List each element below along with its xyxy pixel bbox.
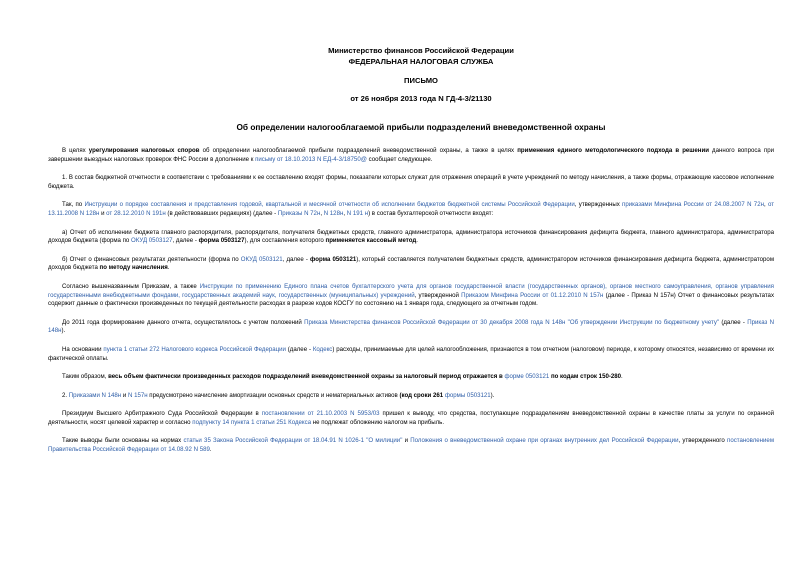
paragraph-text: ) в состав бухгалтерской отчетности входят: [368, 209, 494, 217]
paragraph-text: , далее - [172, 237, 199, 245]
document-link[interactable]: N 191 н [346, 209, 369, 217]
document-link[interactable]: от 28.12.2010 N 191н [106, 209, 166, 217]
paragraph-text: 1. В состав бюджетной отчетности в соответствии с требованиями к ее составлению входят формы, показатели которых служат для отражения операций в учете учреждений по методу начисления, а также формы, отражающие кассовое исполнение бюджета. [48, 174, 774, 190]
document-link[interactable]: постановлении от 21.10.2003 N 5953/03 [261, 410, 380, 418]
document-link[interactable]: Приказ N 148н [48, 318, 774, 335]
document-link[interactable]: приказами Минфина России от 24.08.2007 N 72н [622, 201, 764, 209]
document-body [48, 147, 774, 455]
document-paragraph [48, 201, 774, 218]
paragraph-text: (далее - [285, 345, 313, 353]
paragraph-text: и [121, 391, 128, 399]
paragraph-text: . [167, 264, 170, 272]
document-link[interactable]: N 128н [323, 209, 344, 217]
document-paragraph [48, 392, 774, 401]
document-link[interactable]: письму от 18.10.2013 N ЕД-4-3/18750@ [255, 155, 367, 163]
bold-text: применения единого методологического подхода в решении [517, 147, 709, 154]
document-link[interactable]: статьи 35 Закона Российской Федерации от 18.04.91 N 1026-1 "О милиции" [183, 437, 403, 445]
document-paragraph [48, 410, 774, 427]
paragraph-text: ) расходы, принимаемые для целей налогообложения, признаются в том отчетном (налоговом) периоде, к которому относятся, независимо от времени их фактической оплаты. [48, 345, 774, 362]
paragraph-text: ), для составления которого [244, 237, 326, 245]
bold-text: форма 0503121 [310, 255, 357, 263]
bold-text: форма 0503127 [198, 237, 245, 245]
paragraph-text: Президиум Высшего Арбитражного Суда Российской Федерации в [62, 410, 262, 418]
document-paragraph [48, 319, 774, 336]
paragraph-text: и [402, 437, 411, 445]
bold-text: весь объем фактически произведенных расходов подразделений вневедомственной охраны за налоговый период отражается в [108, 373, 503, 381]
document-type-heading: ПИСЬМО [404, 76, 438, 85]
bold-text: применяется кассовый метод [325, 237, 417, 245]
document-link[interactable]: N 157н [127, 391, 148, 399]
paragraph-text: Так, по [62, 201, 85, 209]
document-link[interactable]: от 13.11.2008 N 128н [48, 201, 774, 217]
document-paragraph [48, 256, 774, 273]
paragraph-text: , далее - [282, 255, 310, 263]
document-link[interactable]: ОКУД 0503121 [240, 255, 283, 263]
document-paragraph [48, 147, 774, 164]
paragraph-text: не подлежат обложению налогом на прибыль. [311, 418, 445, 426]
document-link[interactable]: Инструкции о порядке составления и представления годовой, квартальной и месячной отчетности об исполнении бюджетов бюджетной системы Российской Федерации [84, 201, 575, 209]
paragraph-text: , [320, 209, 324, 217]
paragraph-text: об определении налогооблагаемой прибыли подразделений вневедомственной охраны, а также в целях [199, 147, 518, 154]
document-link[interactable]: подпункту 14 пункта 1 статьи 251 Кодекса [192, 418, 312, 426]
paragraph-text: ). [61, 327, 66, 335]
bold-text: по кодам строк 150-280 [550, 373, 622, 381]
paragraph-text: ). [490, 391, 495, 399]
paragraph-text: , [343, 209, 347, 217]
paragraph-text: . [621, 373, 623, 381]
paragraph-text: До 2011 года формирование данного отчета, осуществлялось с учетом положений [62, 318, 305, 326]
paragraph-text: а) Отчет об исполнении бюджета главного распорядителя, распорядителя, получателя бюджетных средств, главного администратора, администратора источников финансирования дефицита бюджета, главного администратора, администратора доходов бюджета (форма по [48, 228, 774, 245]
document-paragraph [48, 283, 774, 309]
paragraph-text: б) Отчет о финансовых результатах деятельности (форма по [62, 255, 241, 263]
paragraph-text: , [763, 201, 768, 209]
document-link[interactable]: Приказы N 72н [277, 209, 321, 217]
ministry-heading: Министерство финансов Российской Федерации [328, 46, 514, 55]
paragraph-text: (далее - [719, 318, 748, 326]
paragraph-text: На основании [62, 345, 104, 353]
paragraph-text: В целях [62, 147, 89, 154]
paragraph-text: , утвержденной [414, 291, 462, 299]
document-paragraph [48, 373, 774, 382]
document-paragraph [48, 346, 774, 363]
document-paragraph [48, 229, 774, 246]
bold-text: по методу начисления [99, 264, 168, 272]
service-heading: ФЕДЕРАЛЬНАЯ НАЛОГОВАЯ СЛУЖБА [348, 56, 494, 66]
paragraph-text: и [99, 209, 107, 217]
document-link[interactable]: Приказа Министерства финансов Российской Федерации от 30 декабря 2008 года N 148н "Об утверждении Инструкции по бюджетному учету" [304, 318, 720, 326]
document-link[interactable]: пункта 1 статьи 272 Налогового кодекса Российской Федерации [103, 345, 286, 353]
document-link[interactable]: Инструкции по применению Единого плана счетов бухгалтерского учета для органов государственной власти (государственных органов), органов местного самоуправления, органов управления государственными внебюджетными фондами, государственных академий наук, государственных (муниципальных) учреждений [48, 282, 774, 299]
document-paragraph [48, 174, 774, 191]
bold-text: урегулирования налоговых споров [88, 147, 200, 154]
document-link[interactable]: постановлением Правительства Российской Федерации от 14.08.92 N 589 [48, 437, 775, 454]
paragraph-text: пришел к выводу, что средства, поступающие подразделениям вневедомственной охраны в качестве платы за услуги по охранной деятельности, носят целевой характер и согласно [48, 410, 774, 426]
document-title: Об определении налогооблагаемой прибыли подразделений вневедомственной охраны [236, 122, 606, 132]
paragraph-text: (далее - Приказ N 157н) Отчет о финансовых результатах содержит данные о фактически произведенных по текущей деятельности расходах в разрезе кодов КОСГУ по состоянию на 1 января года, следующего за отчетным годом. [48, 291, 774, 308]
paragraph-text: , утвержденных [574, 201, 623, 209]
document-date-line: от 26 ноября 2013 года N ГД-4-3/21130 [350, 93, 492, 103]
paragraph-text: Таким образом, [62, 373, 109, 381]
paragraph-text: Такие выводы были основаны на нормах [62, 437, 184, 445]
paragraph-text: данного вопроса при завершении выездных налоговых проверок ФНС России в дополнение к [48, 147, 774, 163]
paragraph-text: 2. [62, 391, 69, 399]
paragraph-text: Согласно вышеназванным Приказам, а также [62, 282, 200, 290]
paragraph-text: сообщает следующее. [366, 155, 433, 163]
document-paragraph [48, 437, 774, 454]
document-link[interactable]: формы 0503121 [444, 391, 491, 399]
bold-text: (код сроки 261 [399, 391, 444, 399]
document-link[interactable]: Приказами N 148н [68, 391, 122, 399]
document-link[interactable]: ОКУД 0503127 [131, 237, 173, 245]
paragraph-text: . [209, 446, 212, 454]
paragraph-text: , утвержденного [678, 437, 728, 445]
document-link[interactable]: Приказом Минфина России от 01.12.2010 N 157н [461, 291, 604, 299]
document-link[interactable]: Кодекс [312, 345, 333, 353]
paragraph-text: . [416, 237, 418, 245]
document-link[interactable]: Положения о вневедомственной охране при органах внутренних дел Российской Федерации [410, 437, 679, 445]
document-link[interactable]: форме 0503121 [504, 373, 550, 381]
paragraph-text: (в действовавших редакциях) (далее - [165, 209, 278, 217]
paragraph-text: ), который составляется получателем бюджетных средств, администратором источников финансирования дефицита бюджета, администратором доходов бюджета [48, 255, 775, 272]
paragraph-text: предусмотрено начисление амортизации основных средств и нематериальных активов [147, 391, 400, 399]
